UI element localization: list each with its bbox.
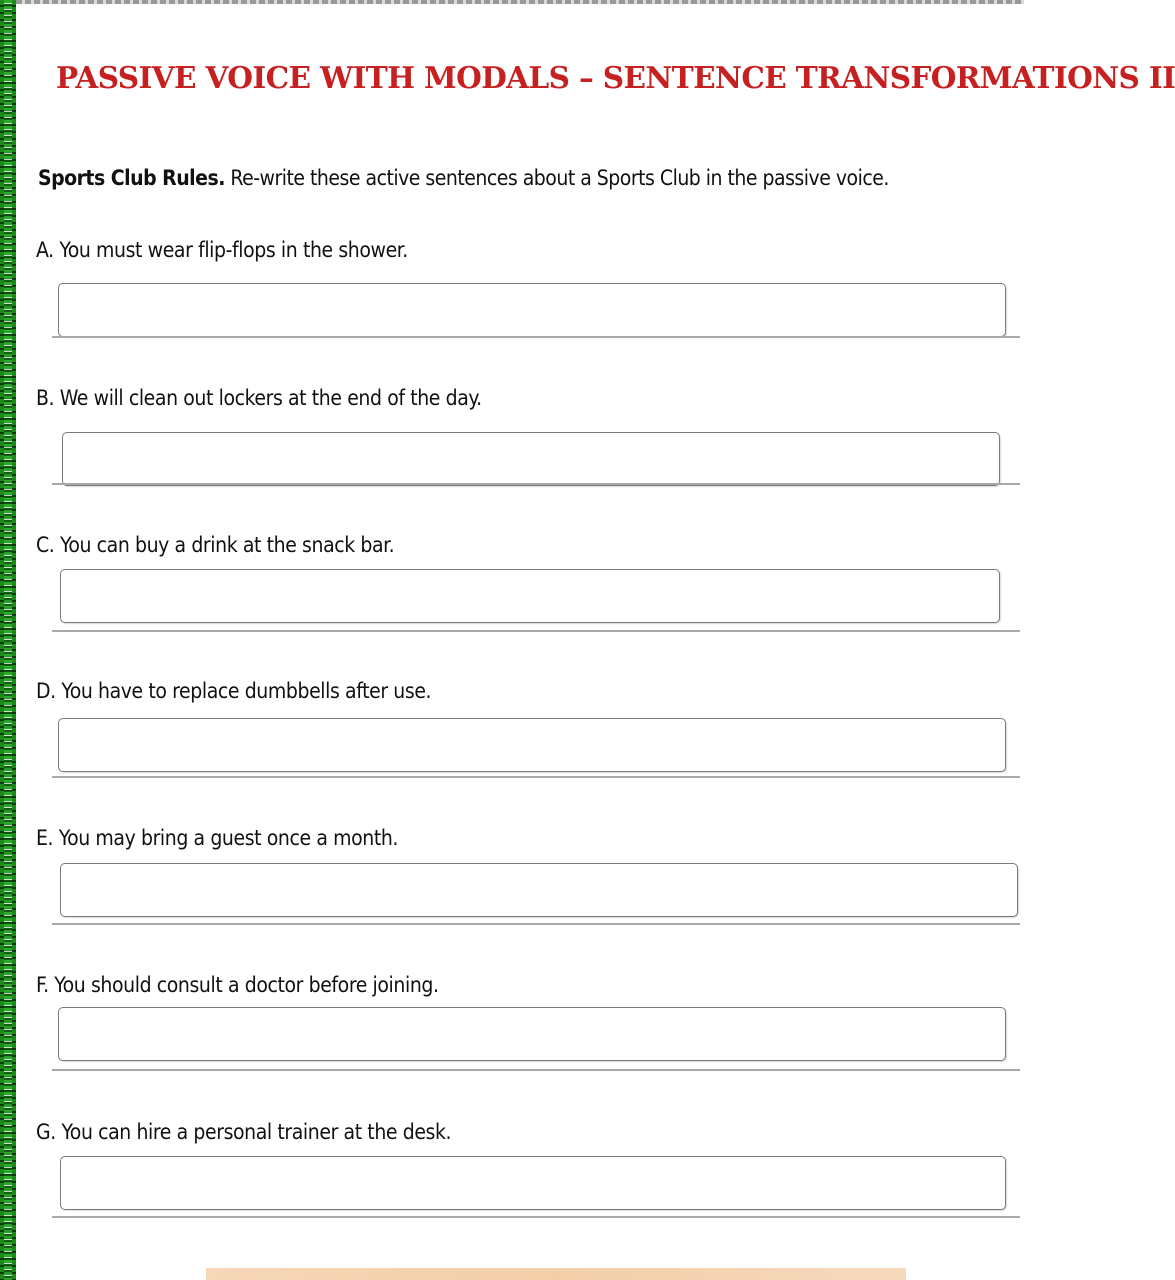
answer-line-f [52, 1069, 1020, 1071]
answer-input-f[interactable] [58, 1007, 1006, 1061]
decorative-top-border [16, 0, 1024, 4]
question-b: B. We will clean out lockers at the end of the day. [36, 386, 482, 410]
instructions [38, 166, 1018, 190]
answer-line-a [52, 336, 1020, 338]
worksheet-title: PASSIVE VOICE WITH MODALS – SENTENCE TRANSFORMATIONS II [56, 60, 1175, 95]
answer-line-g [52, 1216, 1020, 1218]
question-f: F. You should consult a doctor before joining. [36, 973, 439, 997]
decorative-left-border [0, 0, 16, 1280]
question-c: C. You can buy a drink at the snack bar. [36, 533, 395, 557]
question-d: D. You have to replace dumbbells after use. [36, 679, 432, 703]
answer-input-b[interactable] [62, 432, 1000, 486]
answer-input-a[interactable] [58, 283, 1006, 337]
instructions-heading: Sports Club Rules. [38, 166, 225, 190]
answer-line-c [52, 630, 1020, 632]
answer-line-d [52, 776, 1020, 778]
decorative-bottom-strip [206, 1268, 906, 1280]
answer-line-e [52, 923, 1020, 925]
answer-line-b [52, 483, 1020, 485]
question-g: G. You can hire a personal trainer at the desk. [36, 1120, 452, 1144]
instructions-text: Re-write these active sentences about a Sports Club in the passive voice. [230, 166, 889, 190]
answer-input-e[interactable] [60, 863, 1018, 917]
answer-input-g[interactable] [60, 1156, 1006, 1210]
question-a: A. You must wear flip-flops in the shower. [36, 238, 408, 262]
answer-input-c[interactable] [60, 569, 1000, 623]
question-e: E. You may bring a guest once a month. [36, 826, 399, 850]
answer-input-d[interactable] [58, 718, 1006, 772]
